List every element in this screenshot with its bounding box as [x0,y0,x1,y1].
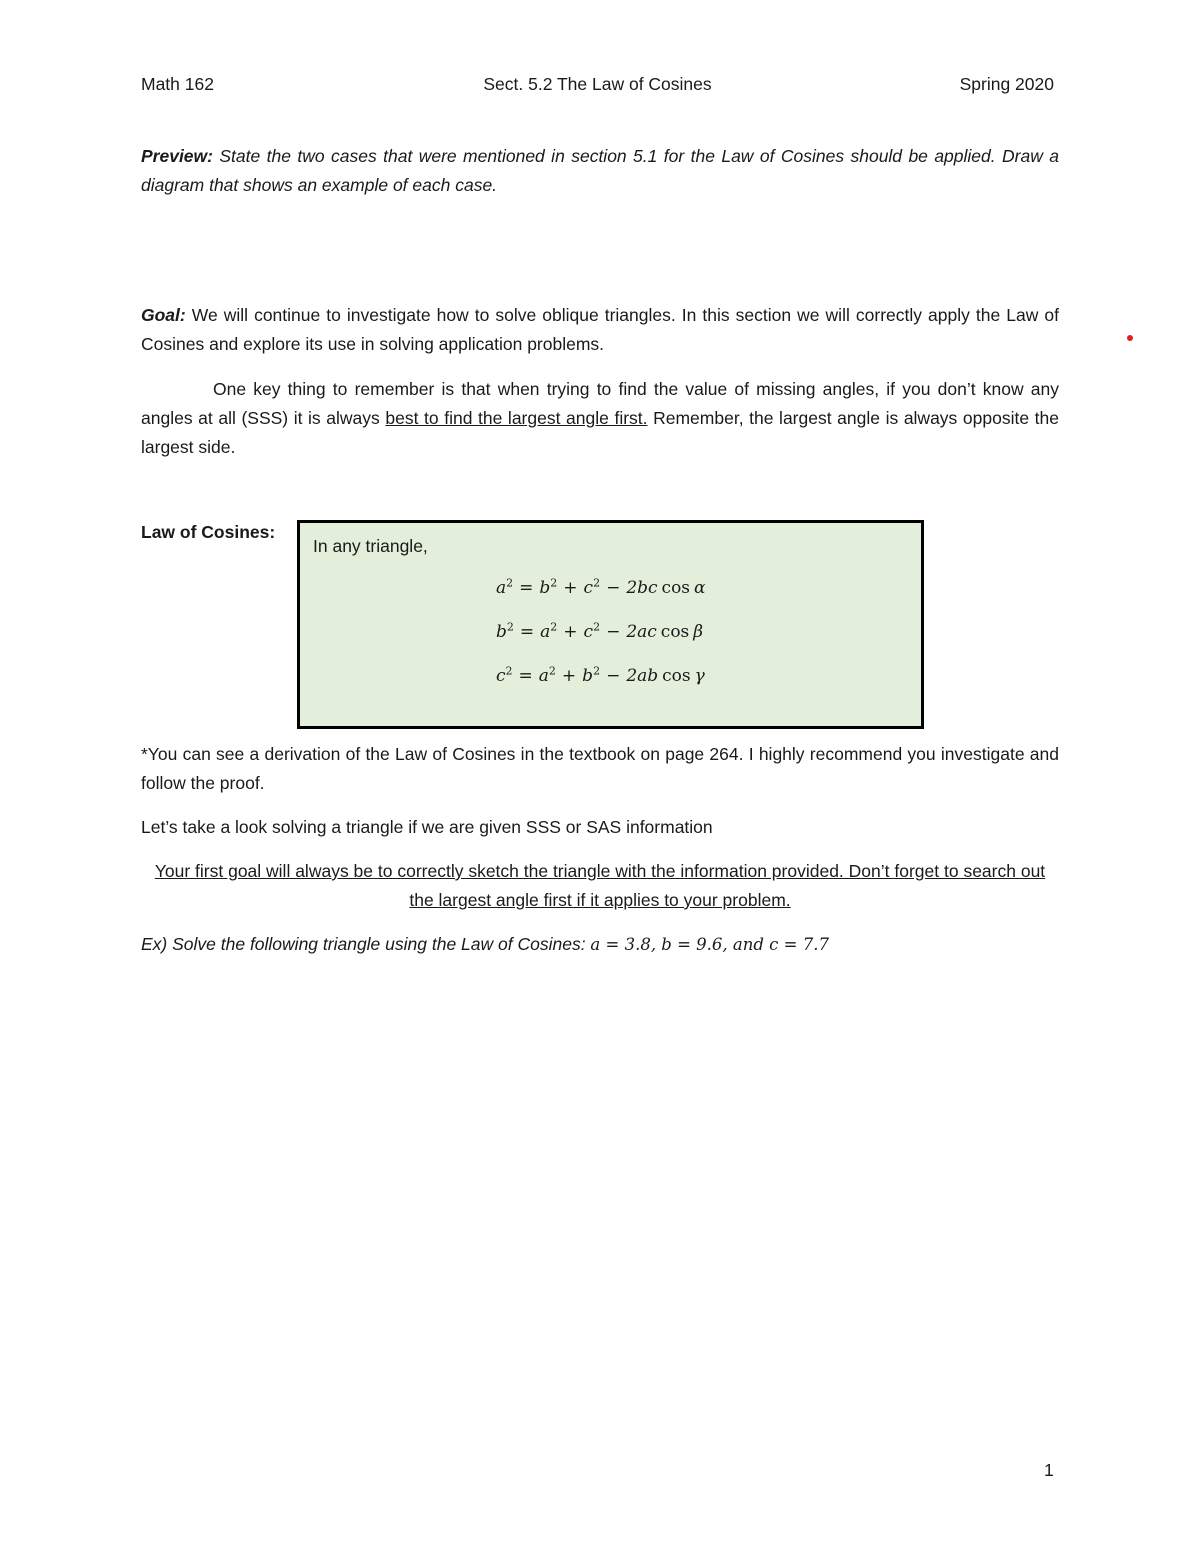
formula-3 [496,666,705,686]
example-problem [141,930,1059,959]
formula-term-2-base: b [582,666,594,686]
formula-lhs-exponent: 2 [506,576,514,590]
first-goal-note: Your first goal will always be to correctly sketch the triangle with the information provided. Don’t forget to search out the largest angle first if it applies to your problem. [154,861,1046,910]
key-text-after: Remember, the largest angle is always opposite the largest side. [141,408,1059,457]
minus-sign: − [606,666,621,686]
header-term: Spring 2020 [959,74,1054,94]
header-course: Math 162 [141,74,214,94]
formula-term-1-base: a [540,622,551,642]
formula-term-2-exponent: 2 [593,620,601,634]
plus-sign: + [561,666,577,686]
formula-term-1 [539,666,556,686]
goal-text: We will continue to investigate how to solve oblique triangles. In this section we will correctly apply the Law of Cosines and explore its use in solving application problems. [141,305,1059,354]
formula-coefficient: 2bc [626,578,658,598]
minus-sign: − [606,622,621,642]
red-mark [1127,335,1133,341]
formula-term-1-exponent: 2 [550,576,558,590]
formula-lhs-base: a [496,578,507,598]
page-number: 1 [1044,1460,1054,1480]
formula-term-2-base: c [583,578,594,598]
law-of-cosines-label: Law of Cosines: [141,522,276,542]
goal-paragraph [141,301,1059,359]
formula-coefficient: 2ab [626,666,659,686]
minus-sign: − [606,578,621,598]
formula-term-2-base: c [583,622,594,642]
preview-label: Preview: [141,146,213,166]
preview-paragraph [141,142,1059,200]
formula-angle: β [693,622,704,642]
formula-lhs-exponent: 2 [506,620,514,634]
formula-term-1-exponent: 2 [548,664,556,678]
formula-lhs [496,622,514,642]
formula-term-2-exponent: 2 [593,664,601,678]
formula-term-1-exponent: 2 [550,620,558,634]
plus-sign: + [563,578,578,598]
formula-angle: α [694,578,706,598]
lets-take-a-look: Let’s take a look solving a triangle if we are given SSS or SAS information [141,817,713,837]
equals-sign: = [518,666,533,686]
plus-sign: + [563,622,578,642]
equals-sign: = [519,578,534,598]
formula-1 [496,578,706,598]
formula-coefficient: 2ac [626,622,657,642]
preview-text: State the two cases that were mentioned in section 5.1 for the Law of Cosines should be applied. Draw a diagram that shows an example of each case. [141,146,1059,195]
header-section-title: Sect. 5.2 The Law of Cosines [483,74,712,94]
formula-term-1-base: a [538,666,549,686]
formula-term-2 [584,578,601,598]
formula-term-2 [584,622,601,642]
page-header [141,74,1054,98]
formula-term-1 [539,578,557,598]
formula-2 [496,622,703,642]
formula-lhs-exponent: 2 [505,664,513,678]
law-of-cosines-box [297,520,924,729]
formula-term-2-exponent: 2 [593,576,601,590]
formula-term-2 [582,666,600,686]
cos-function: cos [662,666,691,686]
formula-term-1 [540,622,557,642]
cos-function: cos [661,578,691,598]
formula-lhs-base: c [496,666,506,686]
formula-lhs [496,578,513,598]
derivation-note: *You can see a derivation of the Law of Cosines in the textbook on page 264. I highly recommend you investigate and follow the proof. [141,744,1059,793]
law-intro: In any triangle, [313,536,428,556]
key-paragraph [141,375,1059,462]
equals-sign: = [519,622,535,642]
key-underlined: best to find the largest angle first. [385,408,648,428]
formula-lhs [496,666,513,686]
example-values: a = 3.8, b = 9.6, and c = 7.7 [590,935,829,954]
cos-function: cos [660,622,690,642]
formula-lhs-base: b [496,622,507,642]
key-text-before: One key thing to remember is that when trying to find the value of missing angles, if you don’t know any angles at all (SSS) it is always [141,379,1059,428]
formula-term-1-base: b [539,578,551,598]
goal-label: Goal: [141,305,186,325]
formula-angle: γ [694,666,705,686]
example-label: Ex) Solve the following triangle using the Law of Cosines: [141,934,591,954]
